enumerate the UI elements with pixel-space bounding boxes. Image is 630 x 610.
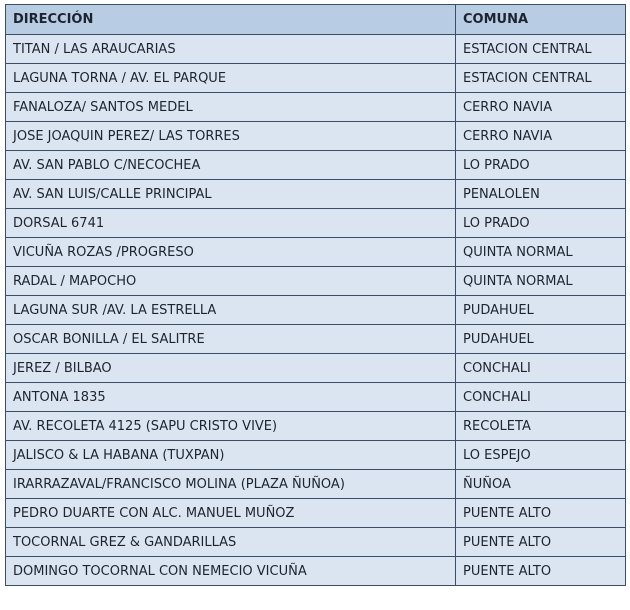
table-row (6, 151, 626, 180)
direccion-cell: LAGUNA SUR /AV. LA ESTRELLA (6, 296, 456, 325)
table-row (6, 64, 626, 93)
table-row (6, 209, 626, 238)
direccion-cell: TOCORNAL GREZ & GANDARILLAS (6, 528, 456, 557)
comuna-cell: QUINTA NORMAL (456, 267, 626, 296)
direccion-cell: JOSE JOAQUIN PEREZ/ LAS TORRES (6, 122, 456, 151)
table-row (6, 354, 626, 383)
table-body (6, 35, 626, 586)
comuna-cell: LO ESPEJO (456, 441, 626, 470)
address-table-container (5, 4, 625, 604)
comuna-cell: PUENTE ALTO (456, 528, 626, 557)
direccion-cell: VICUÑA ROZAS /PROGRESO (6, 238, 456, 267)
comuna-cell: LO PRADO (456, 151, 626, 180)
direccion-cell: AV. RECOLETA 4125 (SAPU CRISTO VIVE) (6, 412, 456, 441)
comuna-cell: PUDAHUEL (456, 325, 626, 354)
table-row (6, 441, 626, 470)
table-row (6, 93, 626, 122)
table-row (6, 557, 626, 586)
direccion-cell: TITAN / LAS ARAUCARIAS (6, 35, 456, 64)
comuna-cell: CERRO NAVIA (456, 122, 626, 151)
address-table (5, 4, 626, 586)
table-row (6, 180, 626, 209)
comuna-cell: PUDAHUEL (456, 296, 626, 325)
comuna-cell: RECOLETA (456, 412, 626, 441)
direccion-cell: ANTONA 1835 (6, 383, 456, 412)
table-row (6, 499, 626, 528)
direccion-cell: PEDRO DUARTE CON ALC. MANUEL MUÑOZ (6, 499, 456, 528)
direccion-cell: LAGUNA TORNA / AV. EL PARQUE (6, 64, 456, 93)
comuna-cell: PUENTE ALTO (456, 499, 626, 528)
direccion-cell: JEREZ / BILBAO (6, 354, 456, 383)
table-row (6, 325, 626, 354)
direccion-cell: IRARRAZAVAL/FRANCISCO MOLINA (PLAZA ÑUÑOA) (6, 470, 456, 499)
comuna-cell: QUINTA NORMAL (456, 238, 626, 267)
table-row (6, 412, 626, 441)
comuna-cell: CONCHALI (456, 354, 626, 383)
table-row (6, 528, 626, 557)
comuna-cell: CERRO NAVIA (456, 93, 626, 122)
header-direccion: DIRECCIÓN (6, 5, 456, 35)
comuna-cell: LO PRADO (456, 209, 626, 238)
direccion-cell: FANALOZA/ SANTOS MEDEL (6, 93, 456, 122)
header-comuna: COMUNA (456, 5, 626, 35)
header-row (6, 5, 626, 35)
comuna-cell: PUENTE ALTO (456, 557, 626, 586)
table-row (6, 267, 626, 296)
comuna-cell: PENALOLEN (456, 180, 626, 209)
direccion-cell: DORSAL 6741 (6, 209, 456, 238)
direccion-cell: RADAL / MAPOCHO (6, 267, 456, 296)
table-row (6, 35, 626, 64)
table-header (6, 5, 626, 35)
comuna-cell: ÑUÑOA (456, 470, 626, 499)
table-row (6, 238, 626, 267)
table-row (6, 122, 626, 151)
comuna-cell: ESTACION CENTRAL (456, 35, 626, 64)
table-row (6, 470, 626, 499)
table-row (6, 383, 626, 412)
comuna-cell: ESTACION CENTRAL (456, 64, 626, 93)
direccion-cell: DOMINGO TOCORNAL CON NEMECIO VICUÑA (6, 557, 456, 586)
table-row (6, 296, 626, 325)
direccion-cell: JALISCO & LA HABANA (TUXPAN) (6, 441, 456, 470)
direccion-cell: AV. SAN PABLO C/NECOCHEA (6, 151, 456, 180)
direccion-cell: AV. SAN LUIS/CALLE PRINCIPAL (6, 180, 456, 209)
comuna-cell: CONCHALI (456, 383, 626, 412)
direccion-cell: OSCAR BONILLA / EL SALITRE (6, 325, 456, 354)
